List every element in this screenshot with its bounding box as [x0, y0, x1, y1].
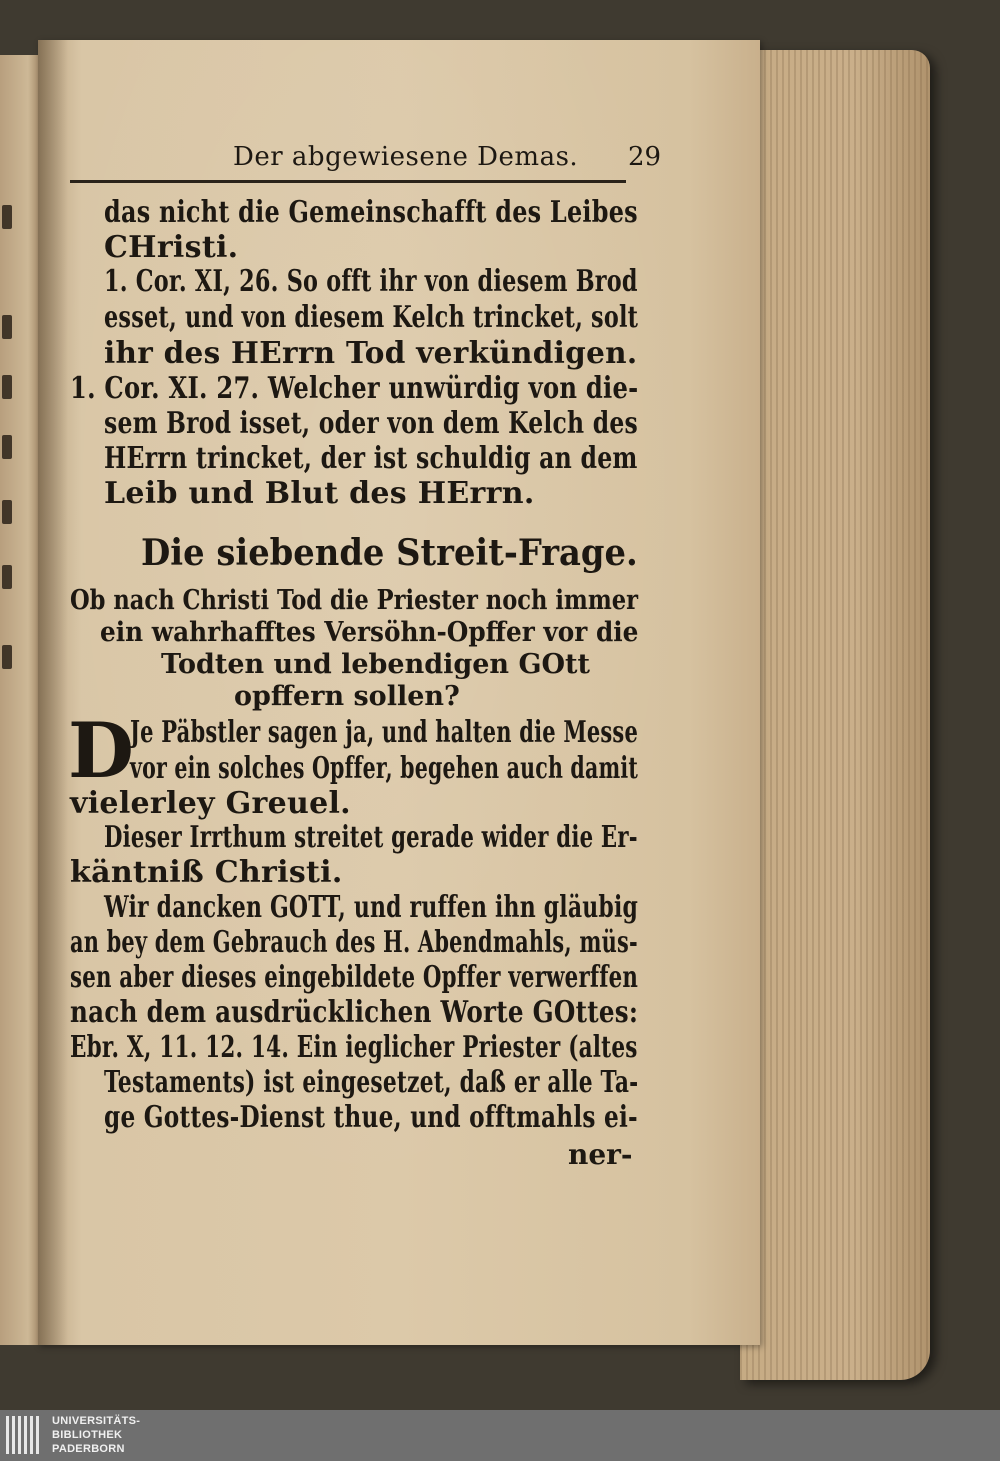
text-line: käntniß Christi.: [70, 855, 343, 890]
text-line: sen aber dieses eingebildete Opffer verwerffen: [70, 960, 639, 995]
text-line: HErrn trincket, der ist schuldig an dem: [104, 441, 638, 476]
text-line: Je Päbstler sagen ja, und halten die Messe: [130, 715, 639, 750]
ink-mark: [2, 375, 12, 399]
text-line: Wir dancken GOTT, und ruffen ihn gläubig: [104, 890, 639, 925]
text-line: ge Gottes-Dienst thue, und offtmahls ei-: [104, 1100, 638, 1135]
text-line: Ebr. X, 11. 12. 14. Ein ieglicher Priester (altes: [70, 1030, 638, 1065]
question-line: Todten und lebendigen GOtt: [161, 649, 590, 680]
running-title: Der abgewiesene Demas.: [233, 142, 579, 172]
ink-mark: [2, 435, 12, 459]
text-line: vielerley Greuel.: [70, 786, 351, 821]
header-rule: [70, 180, 626, 183]
library-name-line: UNIVERSITÄTS-: [52, 1415, 141, 1427]
drop-cap: D: [68, 706, 134, 795]
running-head: [68, 132, 662, 172]
text-line: ihr des HErrn Tod verkündigen.: [104, 336, 638, 371]
library-name-line: PADERBORN: [52, 1443, 125, 1455]
question-line: opffern sollen?: [234, 681, 460, 712]
text-line: nach dem ausdrücklichen Worte GOttes:: [70, 995, 639, 1030]
library-name: [52, 1414, 140, 1456]
question-line: Ob nach Christi Tod die Priester noch immer: [70, 585, 639, 616]
question-line: ein wahrhafftes Versöhn-Opffer vor die: [100, 617, 639, 648]
ink-mark: [2, 315, 12, 339]
page-number: 29: [628, 142, 662, 172]
text-line: Testaments) ist eingesetzet, daß er alle Ta-: [104, 1065, 639, 1100]
section-heading: Die siebende Streit-Frage.: [141, 532, 638, 574]
text-line: 1. Cor. XI. 27. Welcher unwürdig von die-: [70, 371, 639, 406]
ink-mark: [2, 500, 12, 524]
library-logo-icon: [6, 1416, 42, 1454]
text-line: esset, und von diesem Kelch trincket, solt: [104, 300, 639, 335]
gutter-shadow: [38, 40, 68, 1345]
ink-mark: [2, 205, 12, 229]
previous-page-edge: [0, 55, 40, 1345]
text-line: vor ein solches Opffer, begehen auch damit: [130, 751, 639, 786]
book-page-edges: [740, 50, 930, 1380]
book-page: [38, 40, 760, 1345]
ink-mark: [2, 645, 12, 669]
text-line: Dieser Irrthum streitet gerade wider die Er-: [104, 820, 638, 855]
ink-mark: [2, 565, 12, 589]
text-line: CHristi.: [104, 230, 239, 265]
text-line: sem Brod isset, oder von dem Kelch des: [104, 406, 638, 441]
library-footer-bar: [0, 1410, 1000, 1461]
text-line: 1. Cor. XI, 26. So offt ihr von diesem Brod: [104, 264, 638, 299]
text-line: das nicht die Gemeinschafft des Leibes: [104, 195, 638, 230]
library-name-line: BIBLIOTHEK: [52, 1429, 123, 1441]
text-line: Leib und Blut des HErrn.: [104, 476, 535, 511]
catchword: ner-: [568, 1138, 633, 1171]
text-line: an bey dem Gebrauch des H. Abendmahls, müs-: [70, 925, 638, 960]
